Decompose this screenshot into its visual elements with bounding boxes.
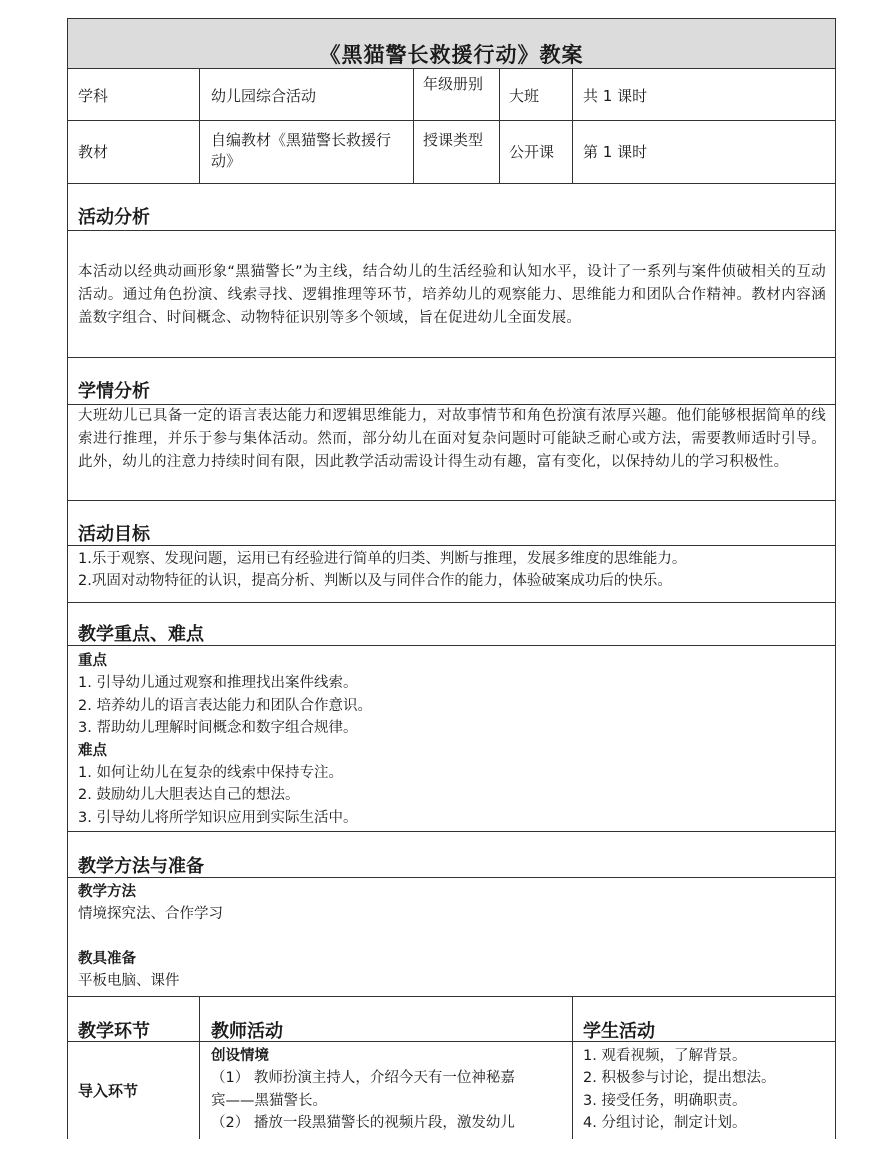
- total-lessons: 共 1 课时: [583, 87, 648, 105]
- lesson-number: 第 1 课时: [583, 143, 648, 161]
- tools-text: 平板电脑、课件: [78, 973, 180, 990]
- objective-item: 2.巩固对动物特征的认识，提高分析、判断以及与同伴合作的能力，体验破案成功后的快乐。: [78, 573, 672, 590]
- activity-analysis-heading: 活动分析: [78, 207, 150, 228]
- col-teacher-header: 教师活动: [211, 1021, 283, 1042]
- col-student-header: 学生活动: [583, 1021, 655, 1042]
- focus-label: 重点: [78, 653, 107, 669]
- student-activity-item: 1. 观看视频，了解背景。: [583, 1048, 747, 1064]
- type-label: 授课类型: [423, 131, 484, 149]
- focus-item: 2. 培养幼儿的语言表达能力和团队合作意识。: [78, 697, 372, 714]
- student-analysis-heading: 学情分析: [78, 381, 150, 402]
- subject-value: 幼儿园综合活动: [211, 87, 317, 105]
- difficulty-item: 2. 鼓励幼儿大胆表达自己的想法。: [78, 787, 300, 804]
- objective-item: 1.乐于观察、发现问题，运用已有经验进行简单的归类、判断与推理，发展多维度的思维能力。: [78, 551, 687, 567]
- key-points-list: [78, 650, 372, 829]
- teacher-activity-line: 宾——黑猫警长。: [211, 1092, 327, 1109]
- textbook-label: 教材: [78, 143, 109, 161]
- objectives-heading: 活动目标: [78, 524, 150, 545]
- tools-label: 教具准备: [78, 950, 136, 967]
- page-title: 《黑猫警长救援行动》教案: [319, 43, 584, 67]
- difficulty-label: 难点: [78, 742, 107, 759]
- grade-label: 年级册别: [423, 75, 484, 93]
- method-text: 情境探究法、合作学习: [78, 906, 223, 923]
- teacher-activity-line: （2） 播放一段黑猫警长的视频片段，激发幼儿: [211, 1115, 515, 1132]
- difficulty-item: 1. 如何让幼儿在复杂的线索中保持专注。: [78, 765, 343, 782]
- teacher-activity: [211, 1045, 563, 1135]
- stage-name: 导入环节: [78, 1082, 139, 1100]
- focus-item: 3. 帮助幼儿理解时间概念和数字组合规律。: [78, 720, 358, 737]
- student-activity-item: 4. 分组讨论，制定计划。: [583, 1115, 747, 1132]
- key-points-heading: 教学重点、难点: [78, 624, 204, 645]
- focus-item: 1. 引导幼儿通过观察和推理找出案件线索。: [78, 675, 358, 692]
- teacher-activity-line: （1） 教师扮演主持人，介绍今天有一位神秘嘉: [211, 1070, 515, 1087]
- grade-value: 大班: [509, 87, 540, 105]
- textbook-value: 自编教材《黑猫警长救援行动》: [211, 131, 392, 170]
- teacher-activity-title: 创设情境: [211, 1048, 269, 1064]
- student-activity: [583, 1045, 775, 1135]
- col-stage-header: 教学环节: [78, 1021, 150, 1042]
- type-value: 公开课: [509, 143, 555, 161]
- activity-analysis-text: 本活动以经典动画形象“黑猫警长”为主线，结合幼儿的生活经验和认知水平，设计了一系列与案件侦破相关的互动活动。通过角色扮演、线索寻找、逻辑推理等环节，培养幼儿的观察能力、思维能力和团队合作精神。教材内容涵盖数字组合、时间概念、动物特征识别等多个领域，旨在促进幼儿全面发展。: [78, 264, 826, 326]
- difficulty-item: 3. 引导幼儿将所学知识应用到实际生活中。: [78, 809, 358, 826]
- objectives-list: [78, 548, 686, 593]
- student-analysis-text: 大班幼儿已具备一定的语言表达能力和逻辑思维能力，对故事情节和角色扮演有浓厚兴趣。他们能够根据简单的线索进行推理，并乐于参与集体活动。然而，部分幼儿在面对复杂问题时可能缺乏耐心或方法，需要教师适时引导。此外，幼儿的注意力持续时间有限，因此教学活动需设计得生动有趣，富有变化，以保持幼儿的学习积极性。: [78, 408, 826, 470]
- student-activity-item: 2. 积极参与讨论，提出想法。: [583, 1070, 776, 1087]
- methods-heading: 教学方法与准备: [78, 856, 204, 877]
- methods-block: [78, 881, 223, 993]
- subject-label: 学科: [78, 87, 109, 105]
- student-activity-item: 3. 接受任务，明确职责。: [583, 1092, 747, 1109]
- method-label: 教学方法: [78, 884, 136, 900]
- lesson-plan-table: [67, 18, 836, 1139]
